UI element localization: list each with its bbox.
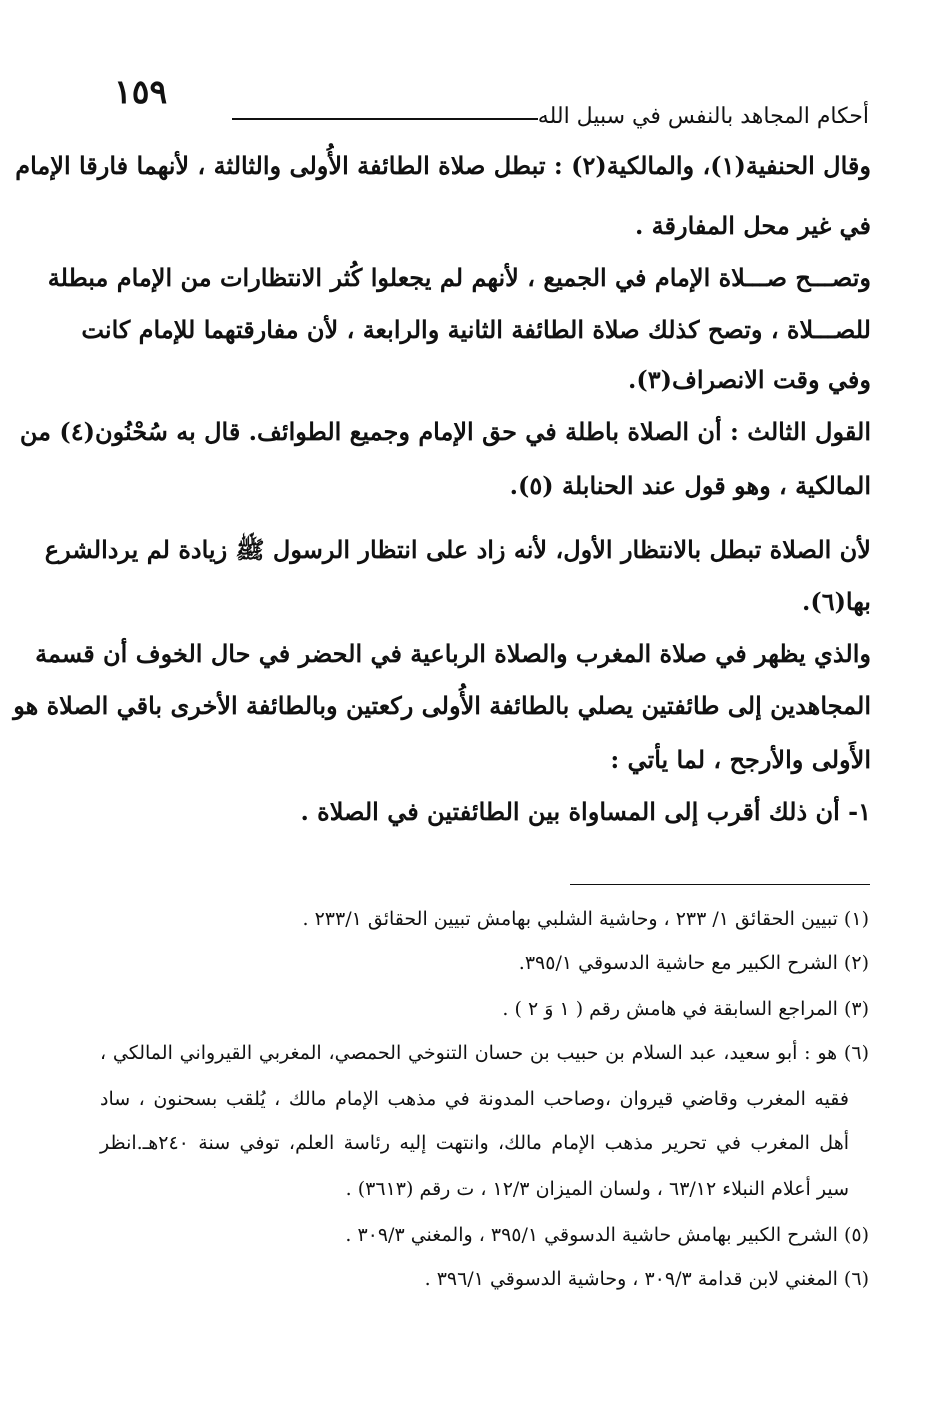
body-line-10: والذي يظهر في صلاة المغرب والصلاة الرباعية في الحضر في حال الخوف أن قسمة [35,639,871,668]
running-header-title: أحكام المجاهد بالنفس في سبيل الله [537,104,869,129]
footnote-2: (٢) الشرح الكبير مع حاشية الدسوقي ٣٩٥/١. [518,952,869,974]
footnote-rule [570,884,870,885]
body-line-7: المالكية ، وهو قول عند الحنابلة (٥). [509,471,871,500]
footnote-4-line-2: فقيه المغرب وقاضي قيروان ،وصاحب المدونة في مذهب الإمام مالك ، يُلقب بسحنون ، ساد [100,1088,849,1110]
footnote-1: (١) تبيين الحقائق ١/ ٢٣٣ ، وحاشية الشلبي بهامش تبيين الحقائق ٢٣٣/١ . [302,908,869,930]
footnote-4-line-4: سير أعلام النبلاء ٦٣/١٢ ، ولسان الميزان ١٢/٣ ، ت رقم (٣٦١٣) . [345,1178,849,1200]
page-number: ١٥٩ [114,72,168,111]
footnote-4-line-1: (٦) هو : أبو سعيد، عبد السلام بن حبيب بن حسان التنوخي الحمصي، المغربي القيرواني المالكي ، [100,1042,869,1064]
footnote-4-line-3: أهل المغرب في تحرير مذهب الإمام مالك، وانتهت إليه رئاسة العلم، توفي سنة ٢٤٠هـ.انظر [100,1132,849,1154]
body-line-8: لأن الصلاة تبطل بالانتظار الأول، لأنه زاد على انتظار الرسول ﷺ زيادة لم يردالشرع [44,535,871,564]
body-line-12: الأَولى والأرجح ، لما يأتي : [610,745,871,774]
body-line-3: وتصـــح صـــلاة الإمام في الجميع ، لأنهم لم يجعلوا كُثر الانتظارات من الإمام مبطلة [47,263,871,292]
body-line-4: للصـــلاة ، وتصح كذلك صلاة الطائفة الثانية والرابعة ، لأن مفارقتهما للإمام كانت [81,315,871,344]
body-line-9: بها(٦). [801,587,871,616]
footnote-5: (٥) الشرح الكبير بهامش حاشية الدسوقي ٣٩٥/١ ، والمغني ٣٠٩/٣ . [345,1224,869,1246]
footnote-3: (٣) المراجع السابقة في هامش رقم ( ١ وَ ٢ ) . [502,998,869,1020]
body-line-1: وقال الحنفية(١)، والمالكية(٢) : تبطل صلاة الطائفة الأُولى والثالثة ، لأنهما فارقا الإمام [15,151,871,180]
body-line-5: وفي وقت الانصراف(٣). [627,365,871,394]
body-line-2: في غير محل المفارقة . [634,211,871,240]
body-line-13: ١- أن ذلك أقرب إلى المساواة بين الطائفتين في الصلاة . [300,797,871,826]
footnote-6: (٦) المغني لابن قدامة ٣٠٩/٣ ، وحاشية الدسوقي ٣٩٦/١ . [424,1268,869,1290]
body-line-11: المجاهدين إلى طائفتين يصلي بالطائفة الأُولى ركعتين وبالطائفة الأخرى باقي الصلاة هو [13,691,871,720]
header-rule [232,118,538,120]
body-line-6: القول الثالث : أن الصلاة باطلة في حق الإمام وجميع الطوائف. قال به سُحْنُون(٤) من [19,417,871,446]
